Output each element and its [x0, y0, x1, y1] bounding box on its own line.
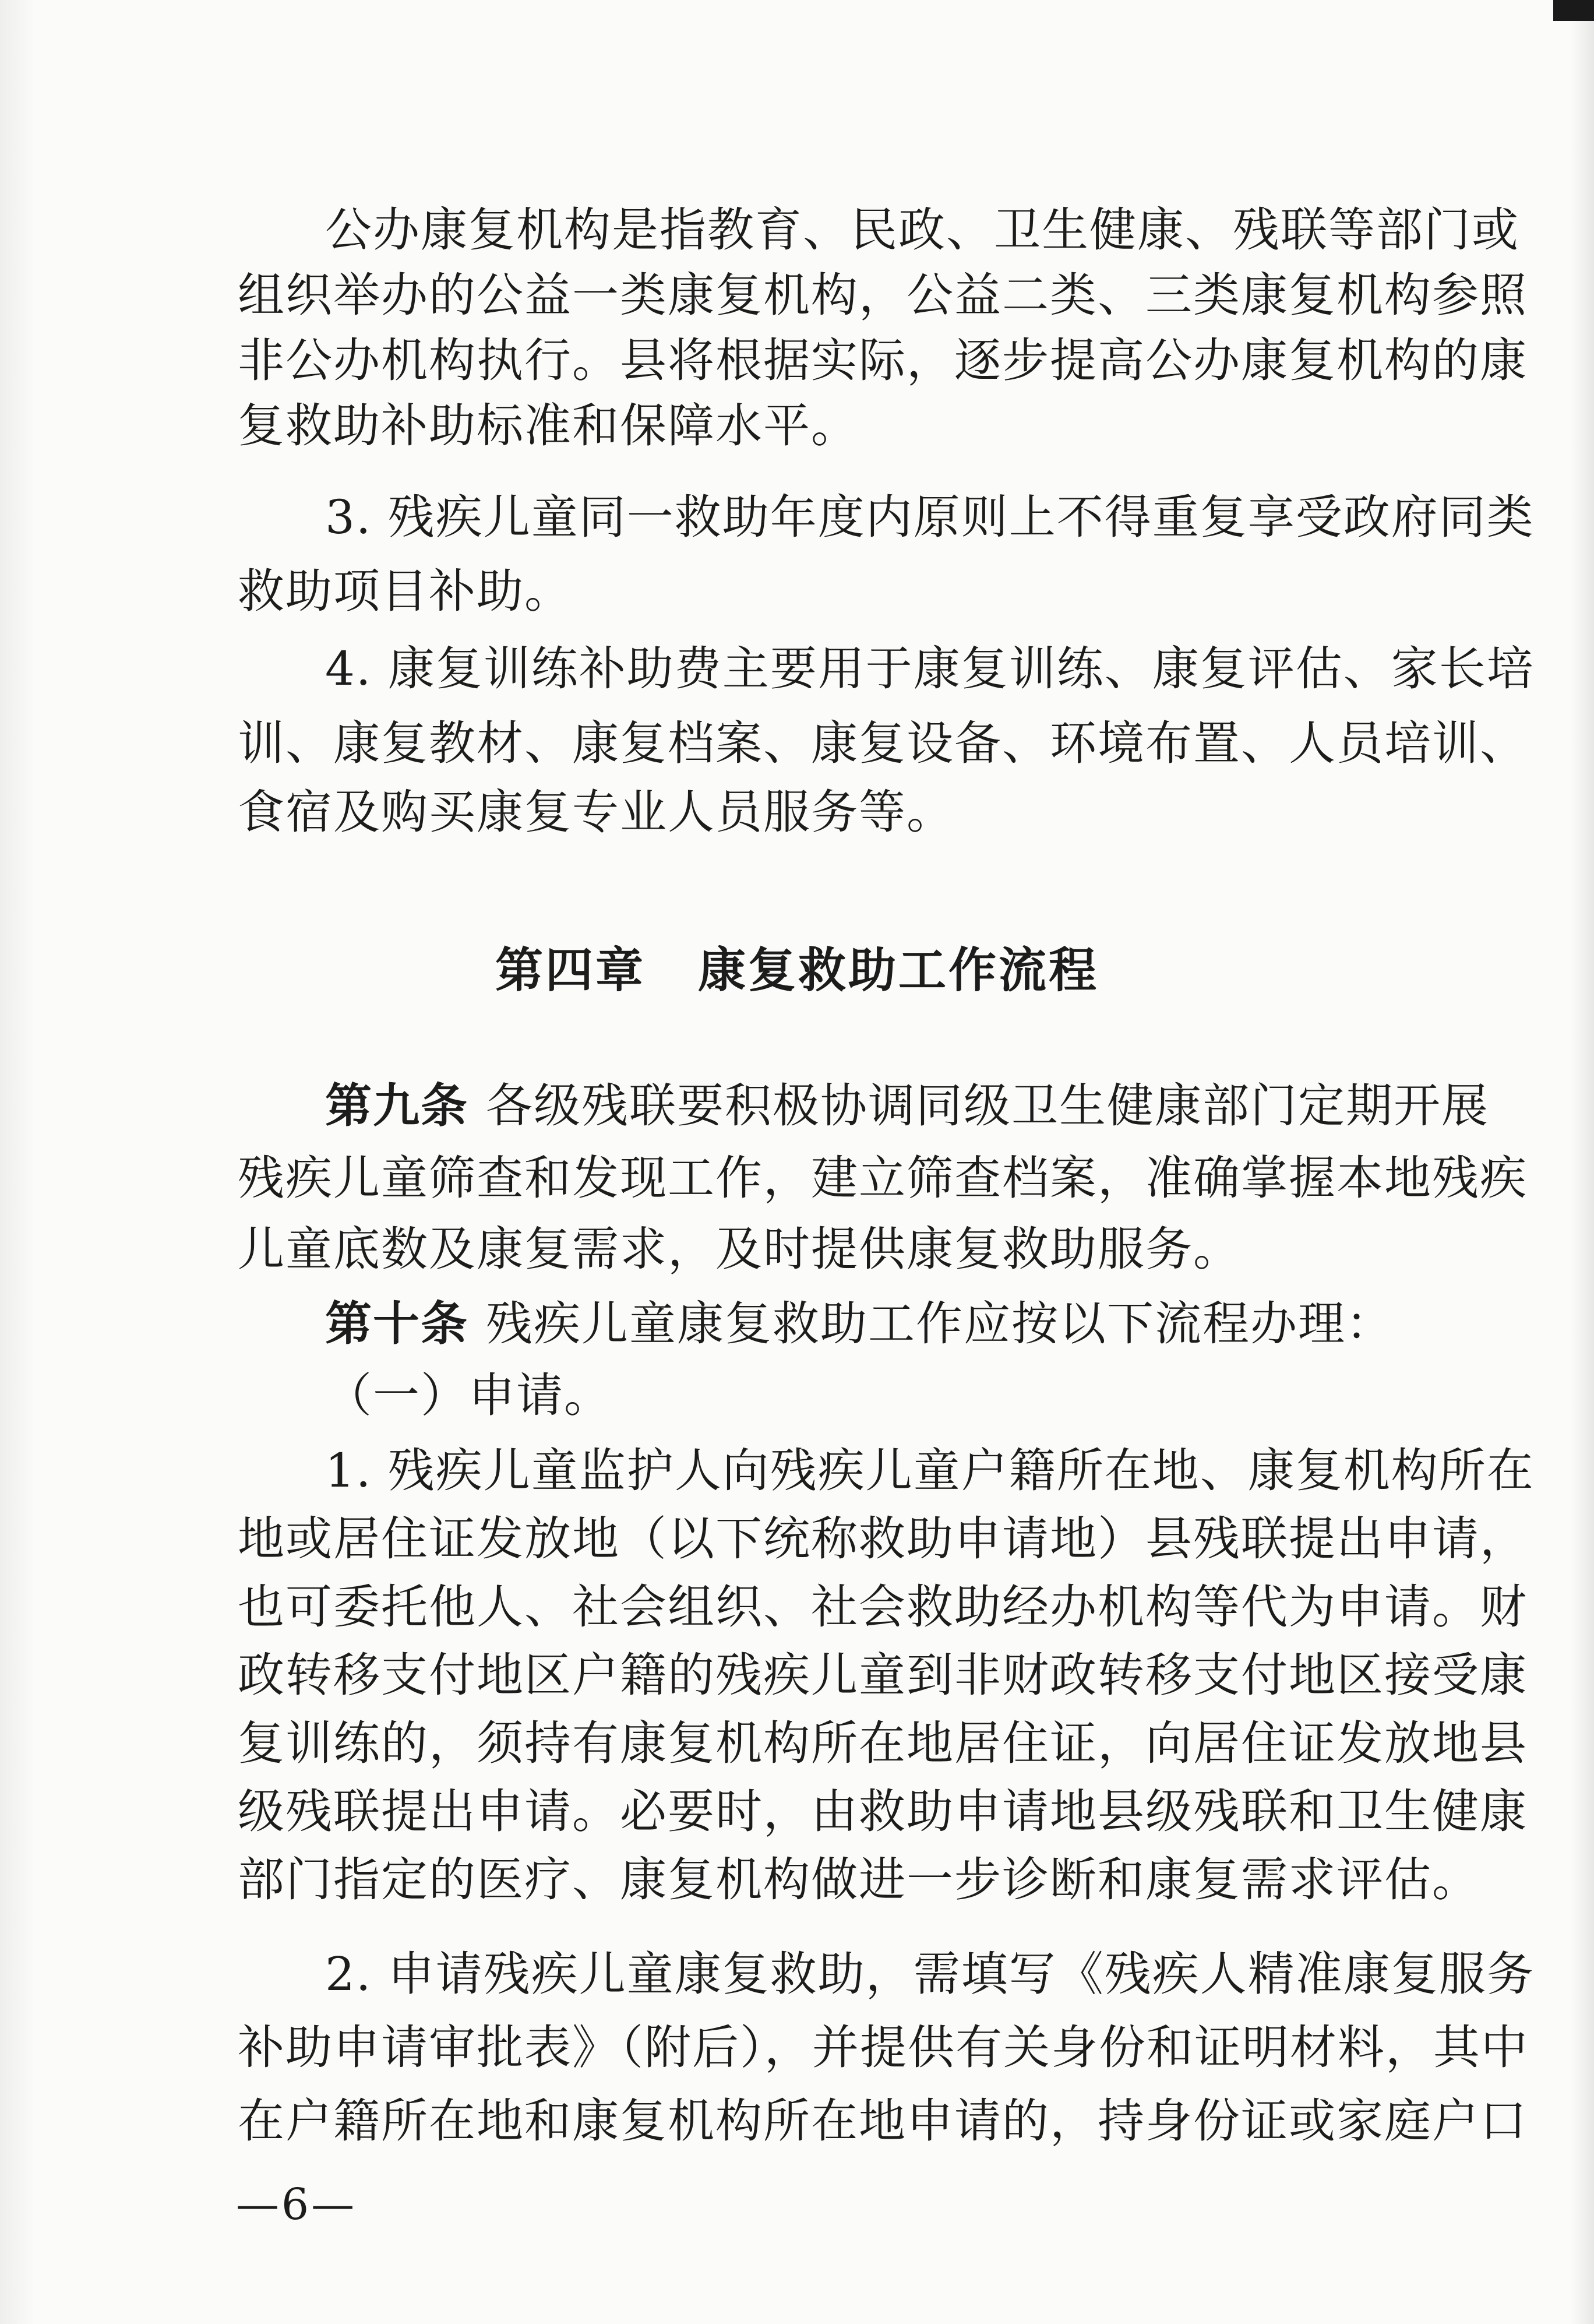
article-10-line [325, 1295, 1394, 1353]
text-line: 复训练的，须持有康复机构所在地居住证，向居住证发放地县 [238, 1716, 1528, 1770]
text-line: 非公办机构执行。县将根据实际，逐步提高公办康复机构的康 [238, 333, 1528, 388]
text-line: 级残联提出申请。必要时，由救助申请地县级残联和卫生健康 [238, 1784, 1528, 1839]
text-line: 组织举办的公益一类康复机构，公益二类、三类康复机构参照 [238, 268, 1528, 322]
text-line: 公办康复机构是指教育、民政、卫生健康、残联等部门或 [325, 203, 1519, 257]
text-line: 训、康复教材、康复档案、康复设备、环境布置、人员培训、 [238, 716, 1528, 770]
text-line: 残疾儿童筛查和发现工作，建立筛查档案，准确掌握本地残疾 [238, 1151, 1528, 1205]
text-line: 1. 残疾儿童监护人向残疾儿童户籍所在地、康复机构所在 [325, 1443, 1535, 1498]
text-line: 食宿及购买康复专业人员服务等。 [238, 785, 954, 839]
article-9-first-line [325, 1077, 1489, 1135]
chapter-heading [0, 932, 1594, 1001]
text-line: 复救助补助标准和保障水平。 [238, 399, 859, 453]
text-line: 儿童底数及康复需求，及时提供康复救助服务。 [238, 1222, 1241, 1276]
text-line: 地或居住证发放地（以下统称救助申请地）县残联提出申请， [238, 1512, 1528, 1566]
scan-edge-mark [1553, 0, 1594, 21]
article-10-label: 第十条 [325, 1297, 468, 1351]
text-line: 补助申请审批表》（附后），并提供有关身份和证明材料，其中 [238, 2020, 1529, 2075]
text-line: 也可委托他人、社会组织、社会救助经办机构等代为申请。财 [238, 1580, 1528, 1634]
text-line: 残疾儿童康复救助工作应按以下流程办理： [486, 1297, 1394, 1351]
text-line: 部门指定的医疗、康复机构做进一步诊断和康复需求评估。 [238, 1853, 1480, 1907]
text-line: 救助项目补助。 [238, 564, 572, 618]
text-line: 2. 申请残疾儿童康复救助，需填写《残疾人精准康复服务 [325, 1947, 1535, 2001]
text-line: 政转移支付地区户籍的残疾儿童到非财政转移支付地区接受康 [238, 1648, 1528, 1702]
article-9-label: 第九条 [325, 1079, 468, 1133]
chapter-title: 康复救助工作流程 [698, 943, 1099, 998]
chapter-number: 第四章 [495, 943, 646, 998]
text-line: 3. 残疾儿童同一救助年度内原则上不得重复享受政府同类 [325, 490, 1535, 544]
page-number: —6— [236, 2179, 357, 2230]
section-1-title: （一）申请。 [325, 1368, 612, 1422]
text-line: 各级残联要积极协调同级卫生健康部门定期开展 [486, 1079, 1489, 1133]
text-line: 在户籍所在地和康复机构所在地申请的，持身份证或家庭户口 [238, 2094, 1528, 2148]
text-line: 4. 康复训练补助费主要用于康复训练、康复评估、家长培 [325, 642, 1535, 696]
